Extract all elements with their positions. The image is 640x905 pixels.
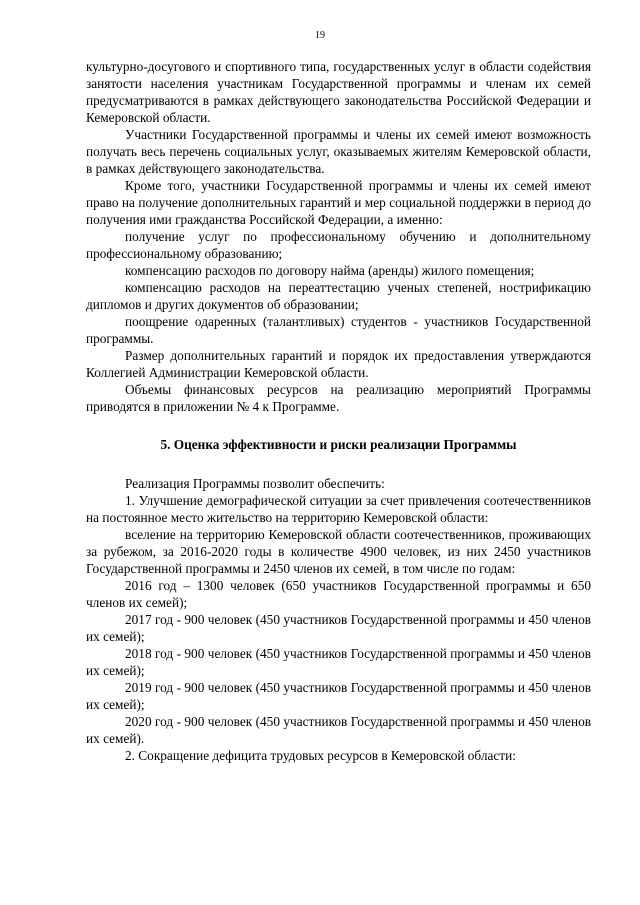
paragraph: вселение на территорию Кемеровской области соотечественников, проживающих за рубежом, за 2016-2020 годы в количестве 4900 человек, из них 2450 участников Государственной программы и 2450 членов их семей, в том числе по годам: — [86, 527, 591, 576]
section-heading: 5. Оценка эффективности и риски реализации Программы — [160, 437, 517, 452]
paragraph: компенсацию расходов на переаттестацию ученых степеней, нострификацию дипломов и других документов об образовании; — [86, 280, 591, 312]
paragraph: 2019 год - 900 человек (450 участников Государственной программы и 450 членов их семей); — [86, 680, 591, 712]
paragraph: Участники Государственной программы и члены их семей имеют возможность получать весь перечень социальных услуг, оказываемых жителям Кемеровской области, в рамках действующего законодательства. — [86, 127, 591, 176]
page-number: 19 — [315, 30, 325, 41]
paragraph: получение услуг по профессиональному обучению и дополнительному профессиональному образованию; — [86, 229, 591, 261]
paragraphs-after — [86, 475, 591, 764]
paragraphs-before — [86, 58, 591, 415]
paragraph: 1. Улучшение демографической ситуации за счет привлечения соотечественников на постоянное место жительство на территорию Кемеровской области: — [86, 493, 591, 525]
paragraph: Объемы финансовых ресурсов на реализацию мероприятий Программы приводятся в приложении № 4 к Программе. — [86, 382, 591, 414]
paragraph: компенсацию расходов по договору найма (аренды) жилого помещения; — [125, 263, 535, 278]
paragraph: 2017 год - 900 человек (450 участников Государственной программы и 450 членов их семей); — [86, 612, 591, 644]
paragraph: Реализация Программы позволит обеспечить: — [125, 476, 385, 491]
paragraph: 2020 год - 900 человек (450 участников Государственной программы и 450 членов их семей). — [86, 714, 591, 746]
paragraph: поощрение одаренных (талантливых) студентов - участников Государственной программы. — [86, 314, 591, 346]
paragraph: Размер дополнительных гарантий и порядок их предоставления утверждаются Коллегией Администрации Кемеровской области. — [86, 348, 591, 380]
document-body — [86, 58, 591, 764]
paragraph: культурно-досугового и спортивного типа, государственных услуг в области содействия занятости населения участникам Государственной программы и членам их семей предусматриваются в рамках действующего законодательства Российской Федерации и Кемеровской области. — [86, 59, 591, 125]
paragraph: 2. Сокращение дефицита трудовых ресурсов в Кемеровской области: — [125, 748, 516, 763]
paragraph: 2018 год - 900 человек (450 участников Государственной программы и 450 членов их семей); — [86, 646, 591, 678]
paragraph: 2016 год – 1300 человек (650 участников Государственной программы и 650 членов их семей); — [86, 578, 591, 610]
paragraph: Кроме того, участники Государственной программы и члены их семей имеют право на получение дополнительных гарантий и мер социальной поддержки в период до получения ими гражданства Российской Федерации, а именно: — [86, 178, 591, 227]
